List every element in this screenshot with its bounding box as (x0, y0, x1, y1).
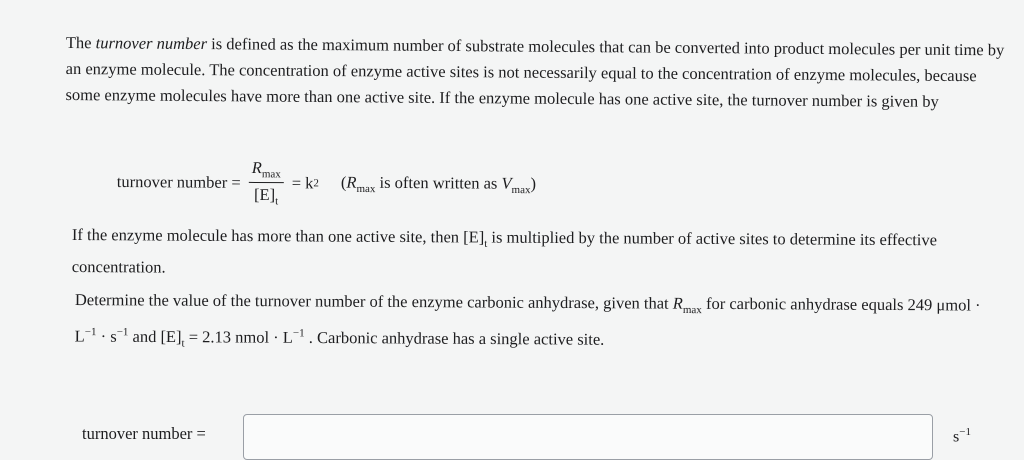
numerator-subscript: max (261, 168, 281, 181)
denominator-subscript: t (275, 195, 279, 208)
intro-paragraph (65, 30, 1006, 115)
para3-sup-3: −1 (292, 327, 305, 340)
para3-r: R (672, 293, 683, 313)
para2-text-a: If the enzyme molecule has more than one active site, then [E] (71, 224, 485, 247)
note-close-paren: ) (530, 173, 537, 193)
para3-r-subscript: max (682, 304, 702, 317)
para3-text-d: and [E] (128, 327, 182, 347)
rmax-over-et-fraction (249, 158, 284, 208)
answer-unit (953, 426, 971, 446)
intro-text-start: The (65, 32, 96, 53)
active-site-paragraph (72, 222, 982, 286)
equation-note (341, 172, 536, 196)
problem-paragraph (75, 287, 995, 362)
equals-k: = k (291, 173, 314, 193)
fraction-denominator (251, 183, 281, 208)
answer-label: turnover number = (82, 424, 206, 443)
denominator-e: [E] (253, 185, 276, 205)
turnover-equation (117, 157, 537, 210)
note-v: V (501, 173, 512, 193)
intro-text-rest: is defined as the maximum number of substrate molecules that can be converted into product molecules per unit time by an enzyme molecule. The concentration of enzyme active sites is not necessarily equal to the concentration of enzyme molecules, because some enzyme molecules have more than one active site. If the enzyme molecule has one active site, the turnover number is given by (65, 34, 1005, 111)
para3-e-subscript: t (181, 337, 185, 350)
turnover-number-input[interactable] (243, 414, 933, 460)
numerator-r: R (251, 157, 262, 178)
note-v-subscript: max (511, 183, 531, 196)
fraction-numerator (249, 158, 284, 184)
unit-base: s (953, 428, 960, 446)
turnover-number-term: turnover number (95, 33, 208, 54)
para3-text-c: · s (96, 326, 117, 347)
note-open-paren: ( (340, 172, 347, 192)
para2-text-b: is multiplied by the number of active sites to determine its effective concentration. (71, 227, 938, 277)
unit-exponent: −1 (959, 426, 971, 438)
para3-text-b: for carbonic anhydrase equals 249 μmol · L (74, 293, 981, 346)
equation-lhs: turnover number = (116, 171, 241, 192)
para3-text-e: = 2.13 nmol · L (184, 327, 293, 348)
note-r-subscript: max (356, 182, 376, 195)
para3-sup-2: −1 (116, 326, 129, 339)
k-subscript: 2 (313, 177, 319, 190)
note-middle-text: is often written as (375, 172, 502, 193)
note-r: R (346, 172, 357, 192)
para3-text-f: . Carbonic anhydrase has a single active site. (304, 328, 605, 350)
para3-text-a: Determine the value of the turnover number of the enzyme carbonic anhydrase, given that (74, 289, 673, 313)
para3-sup-1: −1 (84, 326, 97, 339)
para2-subscript: t (484, 237, 488, 250)
